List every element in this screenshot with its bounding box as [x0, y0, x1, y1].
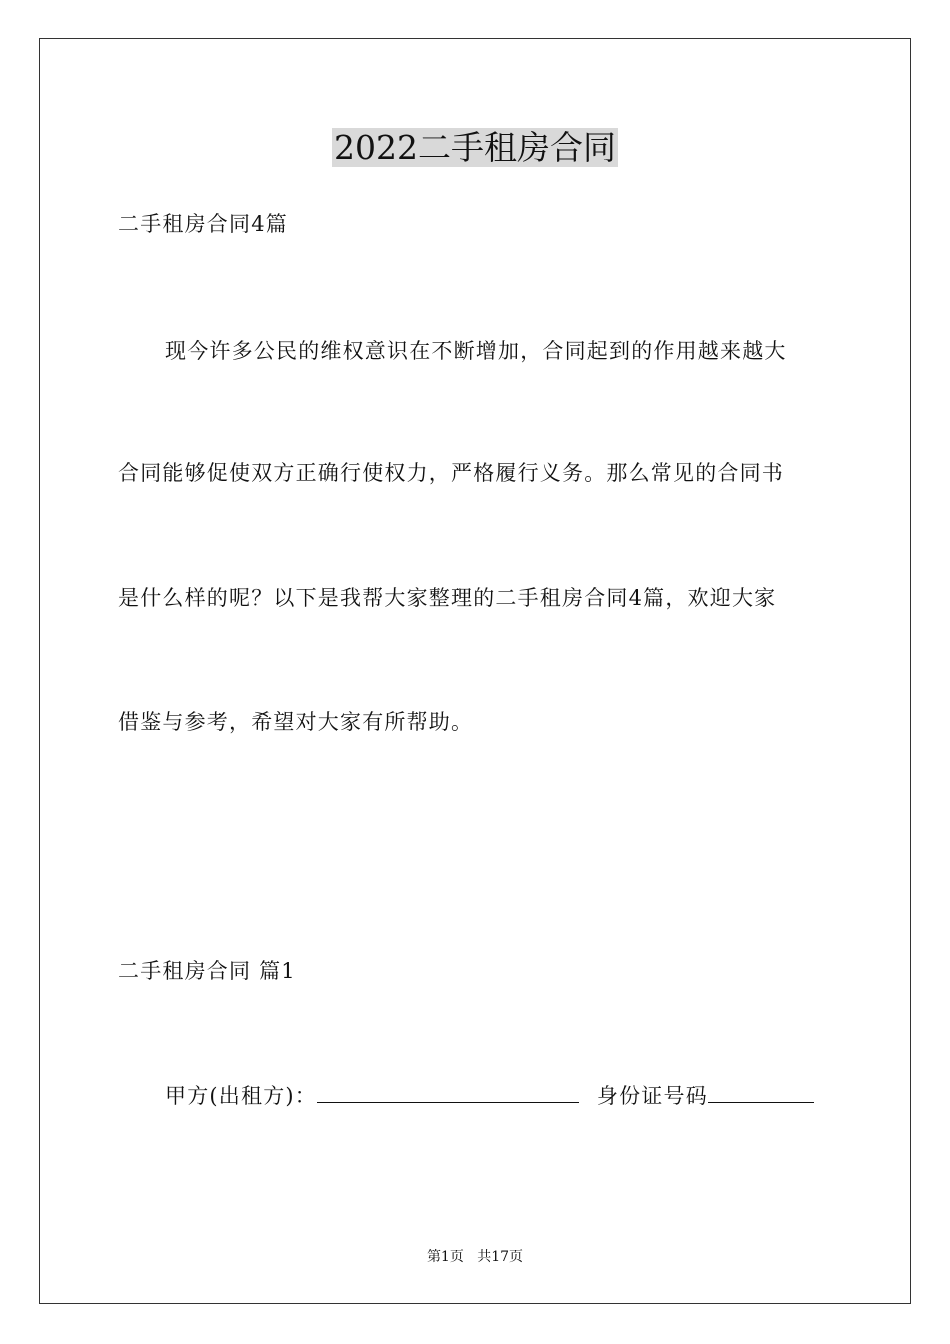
intro-line-4: 借鉴与参考，希望对大家有所帮助。: [118, 710, 474, 734]
page-number-total: 共17页: [477, 1249, 524, 1265]
party-a-row: [165, 1081, 814, 1111]
party-a-id-label: 身份证号码: [596, 1084, 708, 1108]
party-a-id-blank[interactable]: [708, 1082, 814, 1103]
party-a-name-blank[interactable]: [317, 1082, 579, 1103]
document-subtitle: 二手租房合同4篇: [118, 212, 288, 236]
document-title-text: 2022二手租房合同: [334, 128, 616, 167]
intro-line-3: 是什么样的呢？以下是我帮大家整理的二手租房合同4篇，欢迎大家: [118, 586, 777, 610]
section-heading: 二手租房合同 篇1: [118, 959, 296, 983]
party-a-label: 甲方(出租方)：: [165, 1084, 317, 1108]
document-title: [0, 126, 950, 170]
page-footer: [0, 1247, 950, 1267]
page-number-current: 第1页: [426, 1249, 464, 1265]
intro-line-2: 合同能够促使双方正确行使权力，严格履行义务。那么常见的合同书: [118, 461, 784, 485]
intro-line-1: 现今许多公民的维权意识在不断增加，合同起到的作用越来越大: [165, 339, 787, 363]
